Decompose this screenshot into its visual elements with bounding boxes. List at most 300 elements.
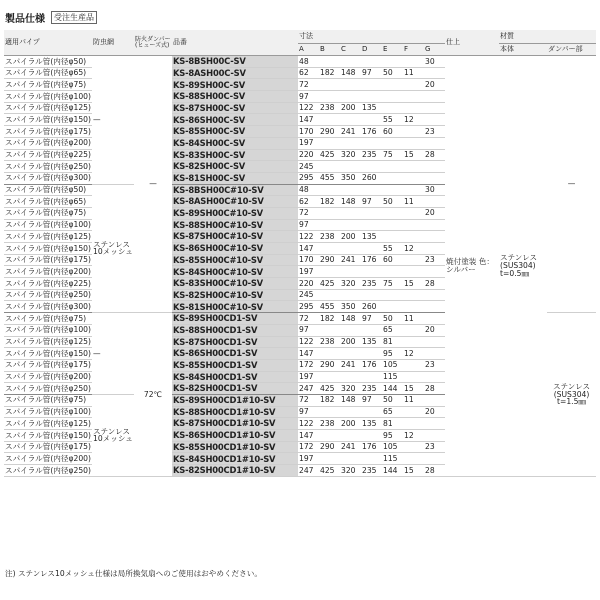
dim-c-cell: 241 <box>340 254 361 266</box>
dim-d-cell <box>361 371 382 383</box>
dim-c-cell <box>340 184 361 196</box>
dim-b-cell <box>319 137 340 149</box>
dim-d-cell <box>361 453 382 465</box>
pipe-cell: スパイラル管(内径φ300) <box>5 173 91 183</box>
pipe-cell: スパイラル管(内径φ50) <box>4 184 92 196</box>
pipe-cell: スパイラル管(内径φ175) <box>5 255 91 265</box>
model-cell: KS-86SH00C-SV <box>172 114 298 126</box>
dim-e-cell <box>382 219 403 231</box>
model-cell: KS-8BSH00C#10-SV <box>172 184 298 196</box>
header-damper: 防火ダンパー(ヒューズ式) <box>134 30 172 56</box>
header-damper-part: ダンパー部 <box>547 44 596 56</box>
screen-cell: ステンレス 10メッシュ <box>92 184 134 313</box>
dim-g-cell: 23 <box>424 359 445 371</box>
dim-b-cell: 290 <box>319 441 340 453</box>
dim-e-cell: 75 <box>382 149 403 161</box>
dim-g-cell <box>424 114 445 126</box>
pipe-cell: スパイラル管(内径φ100) <box>5 220 91 230</box>
dim-f-cell <box>403 56 424 68</box>
dim-c-cell <box>340 161 361 173</box>
pipe-cell: スパイラル管(内径φ250) <box>5 290 91 300</box>
dim-c-cell: 241 <box>340 126 361 138</box>
pipe-cell: スパイラル管(内径φ200) <box>5 453 91 463</box>
dim-b-cell <box>319 348 340 360</box>
dim-d-cell: 260 <box>361 172 382 184</box>
dim-b-cell: 290 <box>319 359 340 371</box>
dim-c-cell: 148 <box>340 394 361 406</box>
dim-b-cell: 238 <box>319 102 340 114</box>
dim-a-cell: 172 <box>298 359 319 371</box>
dim-d-cell <box>361 184 382 196</box>
pipe-cell: スパイラル管(内径φ150) <box>5 114 91 124</box>
dim-f-cell <box>403 219 424 231</box>
dim-d-cell: 176 <box>361 126 382 138</box>
dim-f-cell <box>403 184 424 196</box>
pipe-cell: スパイラル管(内径φ200) <box>5 138 91 148</box>
dim-g-cell <box>424 336 445 348</box>
dim-d-cell: 235 <box>361 149 382 161</box>
dim-a-cell: 197 <box>298 266 319 278</box>
model-cell: KS-8BSH00C-SV <box>172 56 298 68</box>
dim-c-cell <box>340 91 361 103</box>
model-cell: KS-87SH00CD1-SV <box>172 336 298 348</box>
pipe-cell: スパイラル管(内径φ125) <box>5 231 91 241</box>
dim-f-cell <box>403 301 424 313</box>
dim-f-cell: 12 <box>403 114 424 126</box>
dim-e-cell: 81 <box>382 418 403 430</box>
dim-c-cell: 148 <box>340 196 361 208</box>
dim-d-cell <box>361 243 382 255</box>
pipe-cell: スパイラル管(内径φ150) <box>5 348 91 358</box>
dim-a-cell: 122 <box>298 336 319 348</box>
dim-a-cell: 147 <box>298 430 319 442</box>
dim-a-cell: 245 <box>298 289 319 301</box>
pipe-cell: スパイラル管(内径φ75) <box>4 207 92 219</box>
dim-b-cell: 425 <box>319 465 340 477</box>
dim-g-cell: 30 <box>424 184 445 196</box>
dim-e-cell: 115 <box>382 453 403 465</box>
dim-a-cell: 72 <box>298 313 319 325</box>
dim-g-cell <box>424 289 445 301</box>
dim-f-cell: 12 <box>403 243 424 255</box>
header-dim-d: D <box>361 44 382 56</box>
model-cell: KS-82SH00C-SV <box>172 161 298 173</box>
dim-f-cell <box>403 254 424 266</box>
dim-f-cell <box>403 441 424 453</box>
dim-g-cell: 20 <box>424 79 445 91</box>
dim-b-cell <box>319 91 340 103</box>
page-title: 製品仕様 <box>5 13 45 25</box>
pipe-cell: スパイラル管(内径φ125) <box>5 418 91 428</box>
header-dim-b: B <box>319 44 340 56</box>
dim-e-cell <box>382 172 403 184</box>
dim-e-cell: 65 <box>382 406 403 418</box>
pipe-cell: スパイラル管(内径φ225) <box>5 150 91 160</box>
dim-d-cell: 235 <box>361 383 382 395</box>
header-screen: 防虫網 <box>92 30 134 56</box>
dim-g-cell <box>424 161 445 173</box>
dim-a-cell: 295 <box>298 301 319 313</box>
screen-cell: ステンレス 10メッシュ <box>92 394 134 476</box>
model-cell: KS-89SH00CD1-SV <box>172 313 298 325</box>
dim-d-cell <box>361 207 382 219</box>
dim-g-cell <box>424 219 445 231</box>
dim-f-cell <box>403 371 424 383</box>
dim-b-cell <box>319 161 340 173</box>
dim-a-cell: 247 <box>298 383 319 395</box>
dim-f-cell: 15 <box>403 383 424 395</box>
dim-e-cell <box>382 266 403 278</box>
dim-b-cell <box>319 289 340 301</box>
model-cell: KS-87SH00C#10-SV <box>172 231 298 243</box>
dim-e-cell: 144 <box>382 465 403 477</box>
dim-d-cell <box>361 324 382 336</box>
model-cell: KS-81SH00C#10-SV <box>172 301 298 313</box>
damper-material-cell: — <box>547 56 596 313</box>
dim-f-cell: 11 <box>403 196 424 208</box>
dim-e-cell: 105 <box>382 359 403 371</box>
pipe-cell: スパイラル管(内径φ150) <box>5 243 91 253</box>
dim-f-cell <box>403 289 424 301</box>
dim-e-cell: 95 <box>382 430 403 442</box>
dim-b-cell: 455 <box>319 301 340 313</box>
dim-a-cell: 147 <box>298 114 319 126</box>
damper-cell: 72℃ <box>134 313 172 477</box>
pipe-cell: スパイラル管(内径φ65) <box>4 196 92 208</box>
pipe-cell: スパイラル管(内径φ125) <box>5 103 91 113</box>
header-finish: 仕上 <box>445 30 499 56</box>
model-cell: KS-88SH00CD1#10-SV <box>172 406 298 418</box>
dim-b-cell <box>319 406 340 418</box>
dim-a-cell: 97 <box>298 219 319 231</box>
pipe-cell: スパイラル管(内径φ175) <box>5 360 91 370</box>
dim-d-cell: 235 <box>361 465 382 477</box>
dim-b-cell: 238 <box>319 231 340 243</box>
dim-a-cell: 220 <box>298 149 319 161</box>
dim-g-cell: 28 <box>424 149 445 161</box>
dim-e-cell: 144 <box>382 383 403 395</box>
dim-c-cell <box>340 406 361 418</box>
model-cell: KS-84SH00CD1-SV <box>172 371 298 383</box>
dim-d-cell <box>361 137 382 149</box>
dim-c-cell: 148 <box>340 313 361 325</box>
model-cell: KS-85SH00CD1#10-SV <box>172 441 298 453</box>
dim-g-cell <box>424 102 445 114</box>
dim-a-cell: 48 <box>298 56 319 68</box>
dim-a-cell: 72 <box>298 394 319 406</box>
dim-c-cell <box>340 324 361 336</box>
model-cell: KS-88SH00C#10-SV <box>172 219 298 231</box>
pipe-cell: スパイラル管(内径φ125) <box>5 337 91 347</box>
dim-g-cell <box>424 348 445 360</box>
pipe-cell: スパイラル管(内径φ175) <box>5 442 91 452</box>
dim-f-cell <box>403 137 424 149</box>
title-row <box>5 8 97 26</box>
model-cell: KS-82SH00CD1-SV <box>172 383 298 395</box>
dim-b-cell: 182 <box>319 313 340 325</box>
spec-table-body <box>4 56 596 477</box>
dim-a-cell: 170 <box>298 254 319 266</box>
dim-g-cell <box>424 266 445 278</box>
dim-c-cell <box>340 266 361 278</box>
damper-cell: — <box>134 56 172 313</box>
pipe-cell: スパイラル管(内径φ250) <box>5 465 91 475</box>
pipe-cell: スパイラル管(内径φ100) <box>5 91 91 101</box>
dim-d-cell: 97 <box>361 196 382 208</box>
dim-d-cell: 135 <box>361 336 382 348</box>
dim-d-cell <box>361 430 382 442</box>
footnote: 注) ステンレス10メッシュ仕様は局所換気扇へのご使用はおやめください。 <box>5 569 262 578</box>
dim-c-cell <box>340 207 361 219</box>
dim-e-cell: 81 <box>382 336 403 348</box>
dim-e-cell <box>382 79 403 91</box>
dim-e-cell: 65 <box>382 324 403 336</box>
dim-d-cell: 135 <box>361 102 382 114</box>
dim-a-cell: 122 <box>298 231 319 243</box>
body-material-cell: ステンレス (SUS304) t=0.5㎜ <box>499 56 547 477</box>
dim-g-cell <box>424 418 445 430</box>
dim-f-cell: 15 <box>403 149 424 161</box>
dim-f-cell <box>403 418 424 430</box>
dim-d-cell <box>361 219 382 231</box>
model-cell: KS-86SH00CD1-SV <box>172 348 298 360</box>
model-cell: KS-86SH00CD1#10-SV <box>172 430 298 442</box>
dim-c-cell <box>340 219 361 231</box>
dim-f-cell <box>403 406 424 418</box>
dim-b-cell <box>319 56 340 68</box>
dim-b-cell: 238 <box>319 336 340 348</box>
dim-g-cell: 20 <box>424 406 445 418</box>
model-cell: KS-87SH00C-SV <box>172 102 298 114</box>
spec-table <box>4 30 596 477</box>
dim-g-cell: 23 <box>424 254 445 266</box>
dim-c-cell: 350 <box>340 172 361 184</box>
dim-f-cell <box>403 453 424 465</box>
pipe-cell: スパイラル管(内径φ100) <box>5 325 91 335</box>
dim-d-cell: 260 <box>361 301 382 313</box>
pipe-cell: スパイラル管(内径φ200) <box>5 372 91 382</box>
dim-f-cell <box>403 126 424 138</box>
dim-a-cell: 197 <box>298 371 319 383</box>
screen-cell: — <box>92 56 134 185</box>
dim-g-cell: 20 <box>424 324 445 336</box>
pipe-cell: スパイラル管(内径φ150) <box>5 430 91 440</box>
dim-c-cell: 320 <box>340 383 361 395</box>
dim-f-cell: 15 <box>403 465 424 477</box>
dim-d-cell: 235 <box>361 278 382 290</box>
dim-g-cell <box>424 196 445 208</box>
dim-g-cell <box>424 430 445 442</box>
header-dim-c: C <box>340 44 361 56</box>
dim-e-cell <box>382 161 403 173</box>
dim-a-cell: 147 <box>298 243 319 255</box>
dim-e-cell: 95 <box>382 348 403 360</box>
dim-b-cell: 290 <box>319 254 340 266</box>
dim-c-cell <box>340 137 361 149</box>
dim-e-cell: 60 <box>382 254 403 266</box>
dim-f-cell <box>403 161 424 173</box>
dim-f-cell: 11 <box>403 394 424 406</box>
model-cell: KS-86SH00C#10-SV <box>172 243 298 255</box>
model-cell: KS-82SH00C#10-SV <box>172 289 298 301</box>
dim-b-cell: 182 <box>319 394 340 406</box>
model-cell: KS-8ASH00C#10-SV <box>172 196 298 208</box>
model-cell: KS-83SH00C#10-SV <box>172 278 298 290</box>
dim-b-cell <box>319 243 340 255</box>
dim-g-cell <box>424 137 445 149</box>
dim-g-cell <box>424 67 445 79</box>
dim-e-cell <box>382 207 403 219</box>
dim-a-cell: 122 <box>298 418 319 430</box>
model-cell: KS-84SH00C#10-SV <box>172 266 298 278</box>
dim-e-cell: 50 <box>382 196 403 208</box>
model-cell: KS-8ASH00C-SV <box>172 67 298 79</box>
model-cell: KS-83SH00C-SV <box>172 149 298 161</box>
dim-b-cell <box>319 114 340 126</box>
dim-a-cell: 245 <box>298 161 319 173</box>
dim-g-cell <box>424 453 445 465</box>
header-material: 材質 <box>499 30 596 44</box>
dim-c-cell: 320 <box>340 149 361 161</box>
dim-d-cell <box>361 406 382 418</box>
dim-a-cell: 72 <box>298 207 319 219</box>
dim-c-cell: 241 <box>340 441 361 453</box>
model-cell: KS-89SH00C-SV <box>172 79 298 91</box>
dim-a-cell: 97 <box>298 324 319 336</box>
dim-f-cell: 11 <box>403 67 424 79</box>
header-dim-g: G <box>424 44 445 56</box>
pipe-cell: スパイラル管(内径φ225) <box>5 278 91 288</box>
dim-a-cell: 48 <box>298 184 319 196</box>
dim-f-cell <box>403 266 424 278</box>
dim-c-cell: 200 <box>340 418 361 430</box>
dim-a-cell: 62 <box>298 196 319 208</box>
dim-b-cell <box>319 266 340 278</box>
dim-b-cell: 425 <box>319 278 340 290</box>
model-cell: KS-84SH00CD1#10-SV <box>172 453 298 465</box>
model-cell: KS-84SH00C-SV <box>172 137 298 149</box>
dim-b-cell: 290 <box>319 126 340 138</box>
dim-e-cell: 105 <box>382 441 403 453</box>
dim-c-cell: 350 <box>340 301 361 313</box>
dim-f-cell <box>403 207 424 219</box>
dim-d-cell: 135 <box>361 418 382 430</box>
model-cell: KS-89SH00CD1#10-SV <box>172 394 298 406</box>
pipe-cell: スパイラル管(内径φ75) <box>4 313 92 325</box>
dim-b-cell <box>319 453 340 465</box>
dim-g-cell: 23 <box>424 441 445 453</box>
dim-f-cell: 15 <box>403 278 424 290</box>
dim-d-cell: 176 <box>361 254 382 266</box>
dim-c-cell: 320 <box>340 278 361 290</box>
dim-e-cell <box>382 56 403 68</box>
dim-f-cell: 12 <box>403 430 424 442</box>
dim-g-cell: 23 <box>424 126 445 138</box>
dim-d-cell: 135 <box>361 231 382 243</box>
dim-f-cell <box>403 324 424 336</box>
dim-e-cell <box>382 184 403 196</box>
dim-b-cell: 425 <box>319 383 340 395</box>
dim-d-cell <box>361 114 382 126</box>
dim-e-cell: 50 <box>382 67 403 79</box>
dim-c-cell <box>340 79 361 91</box>
dim-c-cell <box>340 371 361 383</box>
dim-e-cell <box>382 137 403 149</box>
header-dim-a: A <box>298 44 319 56</box>
dim-a-cell: 220 <box>298 278 319 290</box>
dim-e-cell: 75 <box>382 278 403 290</box>
dim-c-cell: 200 <box>340 336 361 348</box>
dim-d-cell <box>361 79 382 91</box>
screen-cell: — <box>92 313 134 395</box>
dim-d-cell: 97 <box>361 313 382 325</box>
pipe-cell: スパイラル管(内径φ65) <box>4 67 92 79</box>
dim-f-cell: 11 <box>403 313 424 325</box>
dim-d-cell: 97 <box>361 67 382 79</box>
dim-b-cell: 238 <box>319 418 340 430</box>
header-model: 品番 <box>172 30 298 56</box>
model-cell: KS-85SH00C-SV <box>172 126 298 138</box>
dim-g-cell: 30 <box>424 56 445 68</box>
pipe-cell: スパイラル管(内径φ100) <box>5 407 91 417</box>
dim-b-cell <box>319 371 340 383</box>
pipe-cell: スパイラル管(内径φ200) <box>5 266 91 276</box>
dim-b-cell <box>319 184 340 196</box>
model-cell: KS-88SH00C-SV <box>172 91 298 103</box>
dim-a-cell: 172 <box>298 441 319 453</box>
dim-a-cell: 97 <box>298 91 319 103</box>
dim-a-cell: 122 <box>298 102 319 114</box>
dim-c-cell <box>340 430 361 442</box>
dim-d-cell <box>361 91 382 103</box>
dim-c-cell: 148 <box>340 67 361 79</box>
pipe-cell: スパイラル管(内径φ175) <box>5 126 91 136</box>
dim-c-cell <box>340 348 361 360</box>
header-pipe: 適用パイプ <box>4 30 92 56</box>
dim-b-cell: 455 <box>319 172 340 184</box>
dim-b-cell: 182 <box>319 196 340 208</box>
dim-g-cell <box>424 313 445 325</box>
dim-c-cell: 200 <box>340 231 361 243</box>
dim-f-cell <box>403 102 424 114</box>
pipe-cell: スパイラル管(内径φ75) <box>4 394 92 406</box>
dim-e-cell: 50 <box>382 313 403 325</box>
dim-a-cell: 247 <box>298 465 319 477</box>
pipe-cell: スパイラル管(内径φ250) <box>5 161 91 171</box>
header-dim-e: E <box>382 44 403 56</box>
dim-b-cell: 182 <box>319 67 340 79</box>
dim-c-cell <box>340 289 361 301</box>
dim-d-cell: 176 <box>361 441 382 453</box>
pipe-cell: スパイラル管(内径φ250) <box>5 383 91 393</box>
dim-e-cell <box>382 102 403 114</box>
dim-e-cell <box>382 301 403 313</box>
dim-g-cell: 20 <box>424 207 445 219</box>
dim-g-cell <box>424 243 445 255</box>
dim-g-cell <box>424 394 445 406</box>
dim-c-cell <box>340 56 361 68</box>
dim-e-cell: 50 <box>382 394 403 406</box>
pipe-cell: スパイラル管(内径φ75) <box>4 79 92 91</box>
dim-a-cell: 197 <box>298 453 319 465</box>
dim-g-cell: 28 <box>424 383 445 395</box>
model-cell: KS-85SH00CD1-SV <box>172 359 298 371</box>
dim-g-cell: 28 <box>424 465 445 477</box>
table-row <box>4 56 596 68</box>
dim-b-cell <box>319 324 340 336</box>
dim-e-cell <box>382 91 403 103</box>
dim-c-cell: 320 <box>340 465 361 477</box>
